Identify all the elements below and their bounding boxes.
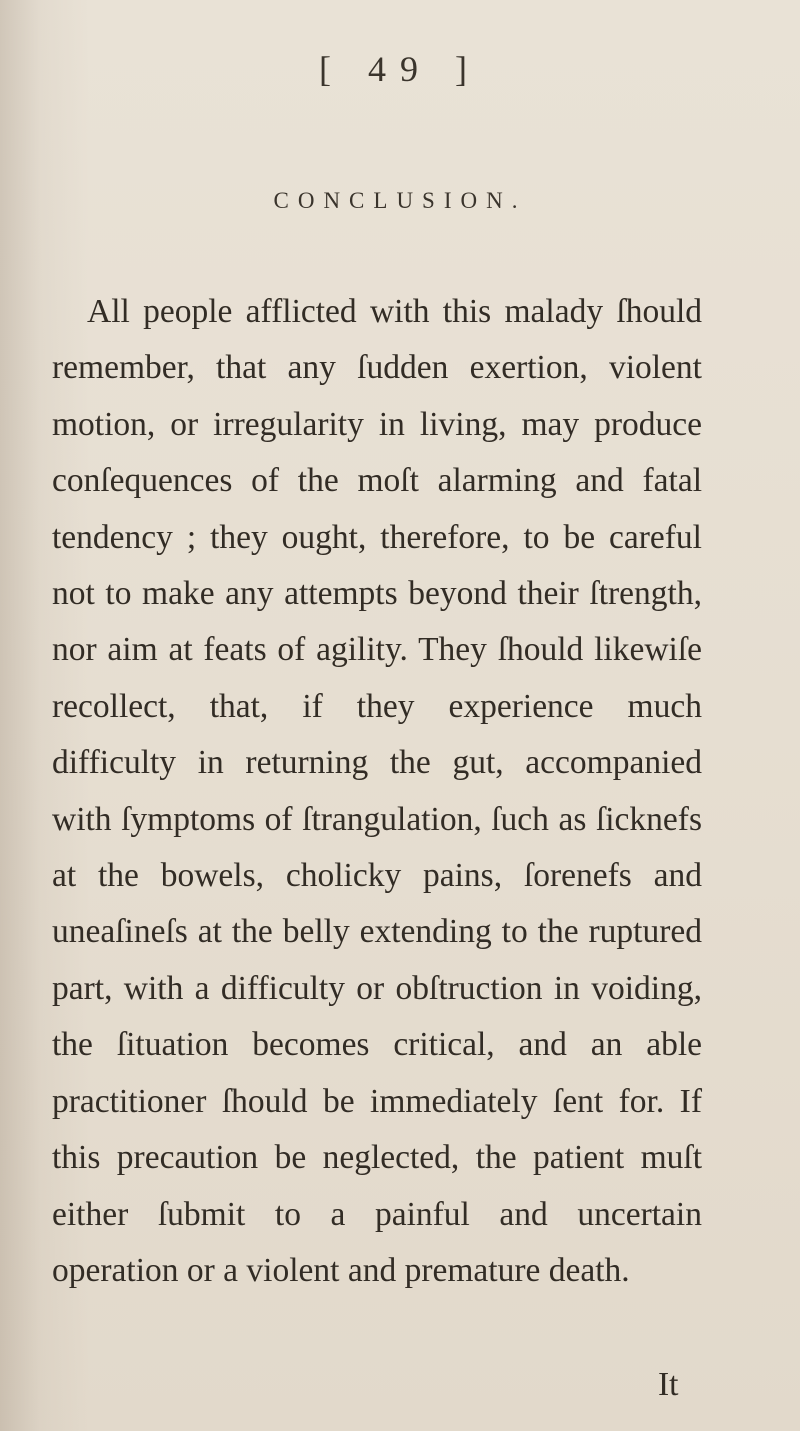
paragraph: All people afflicted with this malady ſhould remember, that any ſudden exertion, violent motion, or irregularity in living, may produce conſequences of the moſt alarming and fatal tendency ; they ought, therefore, to be careful not to make any attempts beyond their ſtrength, nor aim at feats of agility. They ſhould likewiſe recollect, that, if they experience much difficulty in returning the gut, accompanied with ſymptoms of ſtrangulation, ſuch as ſicknefs at the bowels, cholicky pains, ſorenefs and uneaſineſs at the belly extending to the ruptured part, with a difficulty or obſtruction in voiding, the ſituation becomes critical, and an able practitioner ſhould be immediately ſent for. If this precaution be neglected, the patient muſt either ſubmit to a painful and uncertain operation or a violent and premature death.	[52, 293, 702, 1289]
catchword: It	[658, 1366, 679, 1403]
body-text	[52, 284, 702, 1299]
section-heading: CONCLUSION.	[273, 188, 527, 213]
page-number: [ 49 ]	[319, 49, 481, 89]
